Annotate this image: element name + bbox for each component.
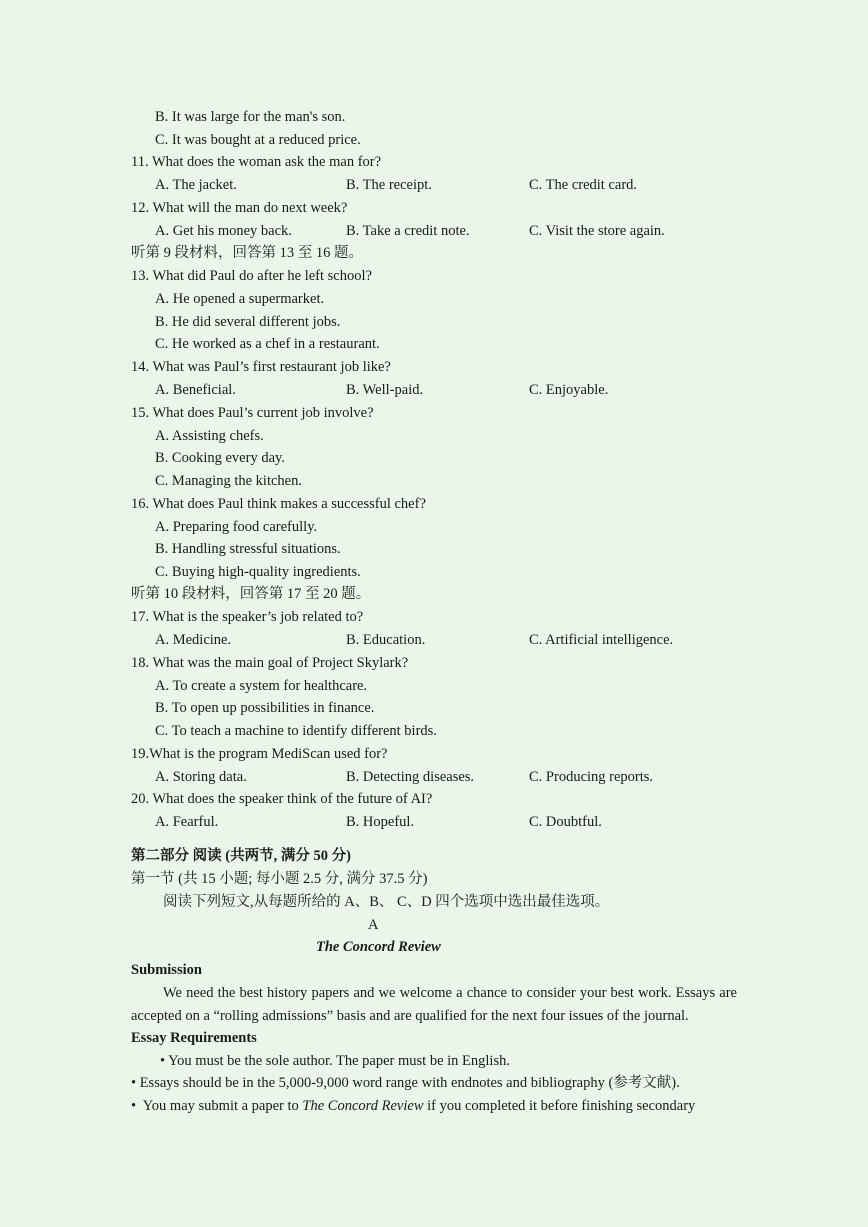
q10-option-c: C. It was bought at a reduced price. [155,132,361,148]
requirement-bullet-3 [131,1096,695,1116]
section-10-instruction: 听第 10 段材料，回答第 17 至 20 题。 [131,586,371,602]
q13-option-c: C. He worked as a chef in a restaurant. [155,336,380,352]
q13-stem: 13. What did Paul do after he left school? [131,268,372,284]
q14-stem: 14. What was Paul’s first restaurant job like? [131,359,391,375]
requirement-bullet-3-rest: if you completed it before finishing secondary [423,1098,696,1114]
q20-stem: 20. What does the speaker think of the future of AI? [131,791,433,807]
q13-option-b: B. He did several different jobs. [155,314,341,330]
q10-option-b: B. It was large for the man's son. [155,109,346,125]
q18-option-c: C. To teach a machine to identify different birds. [155,723,437,739]
q19-stem: 19.What is the program MediScan used for? [131,746,388,762]
q19-option-a: A. Storing data. [155,769,247,785]
q20-option-c: C. Doubtful. [529,814,602,830]
q14-option-a: A. Beneficial. [155,382,236,398]
requirement-bullet-1: • You must be the sole author. The paper must be in English. [160,1053,510,1069]
q11-option-a: A. The jacket. [155,177,237,193]
q16-option-a: A. Preparing food carefully. [155,519,318,535]
q15-option-b: B. Cooking every day. [155,450,285,466]
section-9-instruction: 听第 9 段材料，回答第 13 至 16 题。 [131,245,363,261]
requirement-bullet-3-start: • You may submit a paper to [131,1098,303,1114]
q11-option-c: C. The credit card. [529,177,638,193]
q12-option-c: C. Visit the store again. [529,223,665,239]
q15-option-a: A. Assisting chefs. [155,428,264,444]
q20-option-b: B. Hopeful. [346,814,415,830]
q13-option-a: A. He opened a supermarket. [155,291,325,307]
q16-option-c: C. Buying high-quality ingredients. [155,564,361,580]
q19-option-b: B. Detecting diseases. [346,769,475,785]
q18-option-a: A. To create a system for healthcare. [155,678,368,694]
q12-stem: 12. What will the man do next week? [131,200,348,216]
q12-option-b: B. Take a credit note. [346,223,470,239]
q12-option-a: A. Get his money back. [155,223,292,239]
q14-option-b: B. Well-paid. [346,382,424,398]
reading-part-title: 第二部分 阅读 (共两节, 满分 50 分) [131,848,351,864]
submission-text: We need the best history papers and we welcome a chance to consider your best work. Essays are accepted on a “rolling admissions” basis and are qualified for the next four issues of the journal. [131,985,737,1024]
q17-option-c: C. Artificial intelligence. [529,632,674,648]
q17-stem: 17. What is the speaker’s job related to? [131,609,364,625]
q16-stem: 16. What does Paul think makes a successful chef? [131,496,426,512]
q18-option-b: B. To open up possibilities in finance. [155,700,375,716]
q19-option-c: C. Producing reports. [529,769,654,785]
q17-option-b: B. Education. [346,632,426,648]
q14-option-c: C. Enjoyable. [529,382,609,398]
submission-heading: Submission [131,962,202,978]
q16-option-b: B. Handling stressful situations. [155,541,341,557]
reading-section-title: 第一节 (共 15 小题; 每小题 2.5 分, 满分 37.5 分) [131,871,428,887]
passage-title: The Concord Review [316,939,441,955]
requirement-bullet-2: • Essays should be in the 5,000-9,000 word range with endnotes and bibliography (参考文献). [131,1075,680,1091]
q18-stem: 18. What was the main goal of Project Skylark? [131,655,409,671]
q11-stem: 11. What does the woman ask the man for? [131,154,382,170]
submission-paragraph [131,982,737,1028]
q20-option-a: A. Fearful. [155,814,219,830]
q15-option-c: C. Managing the kitchen. [155,473,302,489]
requirements-heading: Essay Requirements [131,1030,257,1046]
requirement-bullet-3-journal: The Concord Review [302,1098,424,1114]
reading-instruction: 阅读下列短文,从每题所给的 A、B、 C、D 四个选项中选出最佳选项。 [163,894,610,910]
passage-letter: A [368,917,379,933]
q11-option-b: B. The receipt. [346,177,432,193]
q15-stem: 15. What does Paul’s current job involve? [131,405,374,421]
q17-option-a: A. Medicine. [155,632,232,648]
